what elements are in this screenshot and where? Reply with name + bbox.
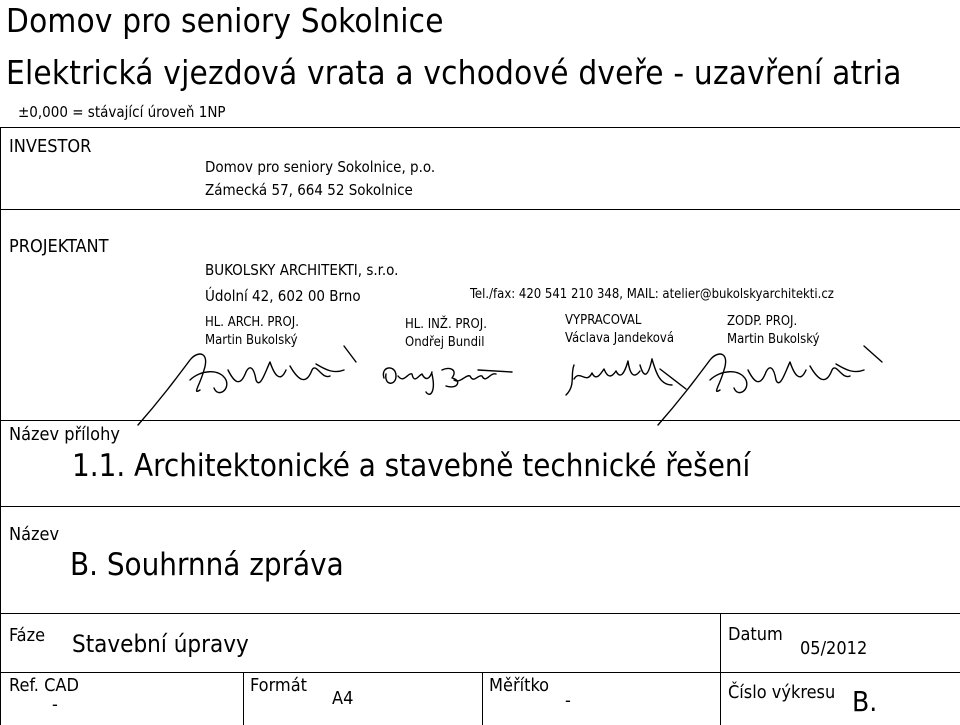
name-label: Název (9, 524, 60, 545)
ref-cad-value: - (52, 694, 58, 715)
role-title-3: VYPRACOVAL (565, 313, 642, 328)
phase-label: Fáze (9, 625, 46, 646)
scale-value: - (565, 690, 571, 711)
role-title-1: HL. ARCH. PROJ. (205, 315, 299, 330)
signature-martin-bukolsky-1 (130, 340, 370, 430)
investor-name: Domov pro seniory Sokolnice, p.o. (205, 158, 436, 176)
investor-address: Zámecká 57, 664 52 Sokolnice (205, 181, 413, 199)
attachment-value: 1.1. Architektonické a stavebně technické řešení (72, 448, 751, 484)
designer-contact: Tel./fax: 420 541 210 348, MAIL: atelier@bukolskyarchitekti.cz (470, 287, 834, 302)
date-label: Datum (728, 624, 783, 645)
divider-investor-top (0, 127, 960, 128)
signature-martin-bukolsky-2 (650, 340, 890, 430)
divider-name-top (0, 506, 960, 507)
role-person-4: Martin Bukolský (727, 332, 820, 347)
role-person-3: Václava Jandeková (565, 331, 675, 346)
divider-designer-top (0, 209, 960, 210)
role-title-4: ZODP. PROJ. (727, 314, 798, 329)
scale-label: Měřítko (489, 675, 550, 696)
drawing-number-value: B. (852, 685, 878, 718)
format-value: A4 (332, 688, 354, 709)
date-value: 05/2012 (800, 638, 868, 659)
role-person-1: Martin Bukolský (205, 333, 298, 348)
attachment-label: Název přílohy (9, 424, 120, 445)
designer-company: BUKOLSKY ARCHITEKTI, s.r.o. (205, 261, 399, 279)
divider-scale-left (482, 672, 483, 725)
phase-value: Stavební úpravy (72, 630, 249, 658)
subject-title: Elektrická vjezdová vrata a vchodové dveře - uzavření atria (6, 53, 902, 92)
ref-cad-label: Ref. CAD (9, 675, 79, 696)
level-note: ±0,000 = stávající úroveň 1NP (18, 103, 226, 121)
format-label: Formát (250, 675, 307, 696)
frame-left (0, 127, 1, 725)
role-person-2: Ondřej Bundil (405, 335, 485, 350)
divider-ref-top (0, 672, 960, 673)
investor-label: INVESTOR (9, 136, 92, 157)
designer-label: PROJEKTANT (9, 236, 109, 257)
designer-address: Údolní 42, 602 00 Brno (205, 287, 361, 305)
name-value: B. Souhrnná zpráva (70, 547, 344, 583)
divider-format-left (243, 672, 244, 725)
role-title-2: HL. INŽ. PROJ. (405, 317, 487, 332)
drawing-number-label: Číslo výkresu (728, 682, 836, 703)
divider-date-left (720, 613, 721, 725)
signature-ondrej-bundil (378, 362, 518, 400)
project-title: Domov pro seniory Sokolnice (6, 1, 444, 40)
divider-phase-top (0, 613, 960, 614)
